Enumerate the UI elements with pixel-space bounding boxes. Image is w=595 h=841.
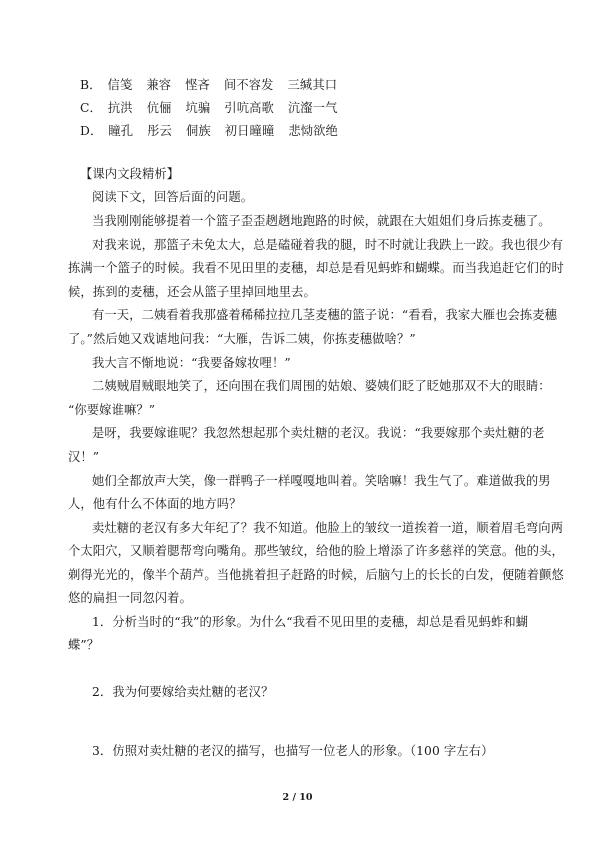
- question-2: 2．我为何要嫁给卖灶糖的老汉？: [92, 685, 274, 699]
- option-word: 信笺: [107, 78, 133, 92]
- option-word: 悲恸欲绝: [288, 124, 338, 138]
- option-word: 引吭高歌: [224, 101, 274, 115]
- passage-line: 候，拣到的麦穗，还会从篮子里掉回地里去。: [68, 285, 316, 299]
- passage-line: 了。”然后她又戏谑地问我：“大雁，告诉二姨，你拣麦穗做啥？”: [68, 332, 416, 346]
- passage-line: “你要嫁谁嘛？”: [68, 403, 156, 417]
- passage-line: 她们全都放声大笑，像一群鸭子一样嘎嘎地叫着。笑啥嘛！我生气了。难道做我的男: [92, 474, 551, 488]
- option-d: [80, 123, 352, 139]
- section-title: 【课内文段精析】: [80, 167, 180, 181]
- passage-line: 有一天，二姨看着我那盛着稀稀拉拉几茎麦穗的篮子说：“看看，我家大雁也会拣麦穗: [92, 308, 558, 322]
- option-word: 兼容: [146, 78, 172, 92]
- passage-line: 二姨贼眉贼眼地笑了，还向围在我们周围的姑娘、婆姨们眨了眨她那双不大的眼睛：: [92, 379, 551, 393]
- passage-line: 是呀，我要嫁谁呢？我忽然想起那个卖灶糖的老汉。我说：“我要嫁那个卖灶糖的老: [92, 426, 545, 440]
- passage-line: 卖灶糖的老汉有多大年纪了？我不知道。他脸上的皱纹一道挨着一道，顺着眉毛弯向两: [92, 521, 564, 535]
- option-word: 伉俪: [146, 101, 172, 115]
- option-letter: C．: [80, 101, 102, 115]
- question-1-cont: 蝶”？: [68, 638, 100, 652]
- passage-line: 当我刚刚能够提着一个篮子歪歪趔趔地跑路的时候，就跟在大姐姐们身后拣麦穗了。: [92, 214, 551, 228]
- passage-line: 剃得光光的，像半个葫芦。当他挑着担子赶路的时候，后脑勺上的长长的白发，便随着颤悠: [68, 568, 564, 582]
- option-word: 初日曈曈: [224, 124, 275, 138]
- instructions: 阅读下文，回答后面的问题。: [92, 190, 254, 204]
- passage-line: 个太阳穴，又顺着腮帮弯向嘴角。那些皱纹，给他的脸上增添了许多慈祥的笑意。他的头，: [68, 544, 564, 558]
- option-word: 沆瀣一气: [287, 101, 338, 115]
- question-3: 3．仿照对卖灶糖的老汉的描写，也描写一位老人的形象。（100 字左右）: [92, 744, 494, 758]
- passage-line: 人，他有什么不体面的地方吗？: [68, 497, 242, 511]
- passage-line: 汉！”: [68, 450, 100, 464]
- question-1: 1．分析当时的“我”的形象。为什么“我看不见田里的麦穗，却总是看见蚂蚱和蝴: [92, 615, 529, 629]
- passage-line: 拣满一个篮子的时候。我看不见田里的麦穗，却总是看见蚂蚱和蝴蝶。而当我追赶它们的时: [68, 261, 564, 275]
- option-word: 间不容发: [223, 78, 274, 92]
- option-word: 瞳孔: [108, 124, 134, 138]
- passage-line: 悠的扁担一同忽闪着。: [68, 591, 192, 605]
- passage-line: 我大言不惭地说：“我要备嫁妆哩！”: [92, 356, 291, 370]
- page-number: 2 / 10: [282, 792, 313, 803]
- option-c: [80, 100, 351, 116]
- option-b: [80, 77, 351, 93]
- option-word: 三缄其口: [287, 78, 338, 92]
- passage-line: 对我来说，那篮子未免太大，总是磕碰着我的腿，时不时就让我跌上一跤。我也很少有: [92, 238, 564, 252]
- option-word: 坑骗: [185, 101, 211, 115]
- option-letter: D．: [80, 124, 103, 138]
- option-word: 悭吝: [185, 78, 210, 92]
- option-word: 抗洪: [107, 101, 133, 115]
- option-word: 彤云: [147, 124, 172, 138]
- option-word: 侗族: [185, 124, 211, 138]
- option-letter: B．: [80, 78, 102, 92]
